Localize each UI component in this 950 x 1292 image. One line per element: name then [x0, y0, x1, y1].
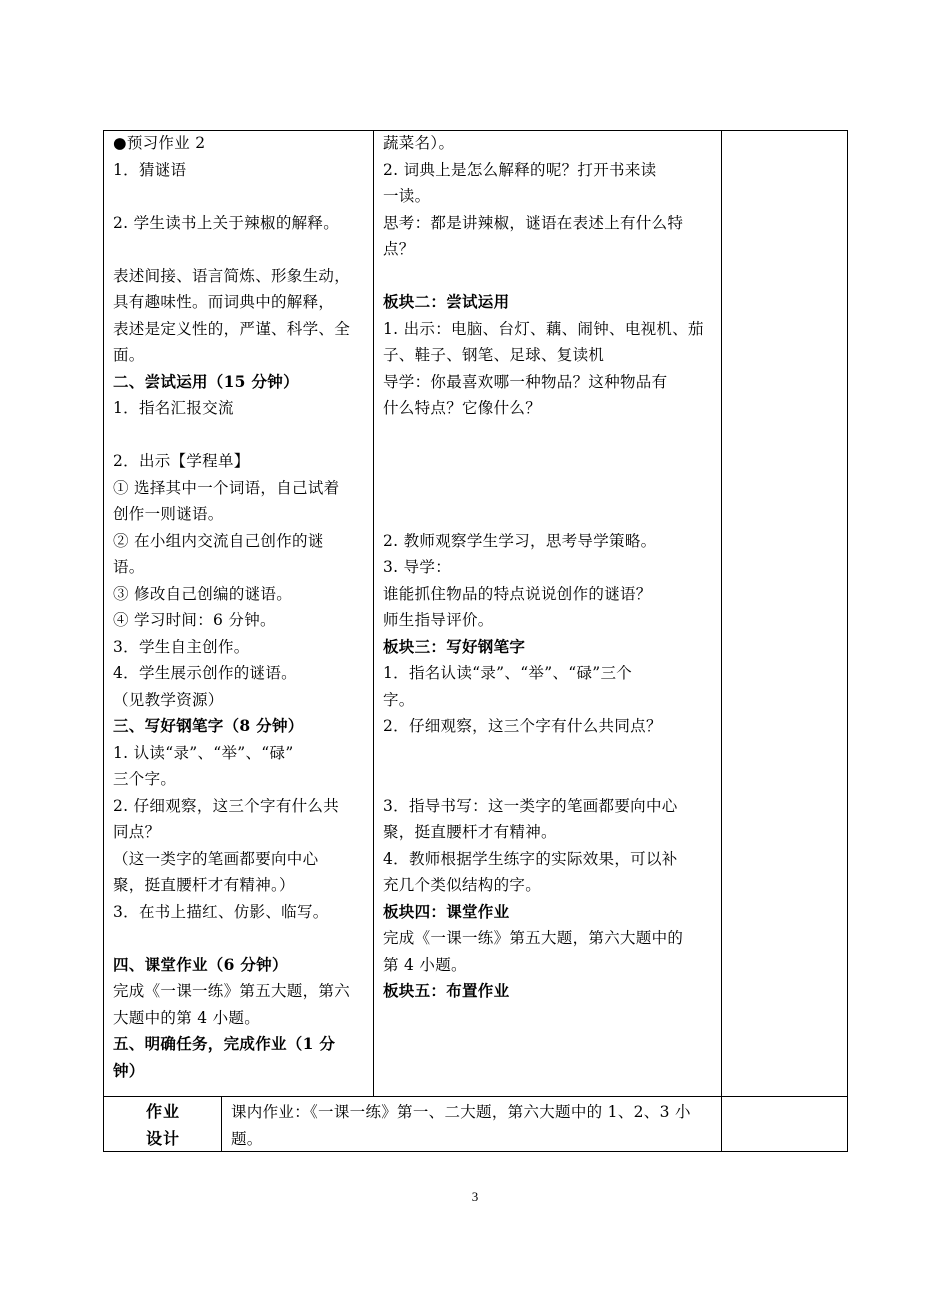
text-line: 具有趣味性。而词典中的解释， — [113, 293, 335, 311]
text-line — [383, 422, 719, 449]
text-line — [113, 236, 371, 263]
text-line — [383, 263, 719, 290]
text-line: 表述间接、语言简炼、形象生动， — [113, 266, 351, 285]
text-line: 导学：你最喜欢哪一种物品？这种物品有 — [383, 372, 668, 391]
text-line: 充几个类似结构的字。 — [383, 876, 542, 894]
text-line — [113, 925, 371, 952]
text-line: 1. 认读“录”、“举”、“碌” — [113, 743, 294, 762]
text-line — [383, 501, 719, 528]
text-line: 聚，挺直腰杆才有精神。） — [113, 876, 295, 894]
text-line: 大题中的第 4 小题。 — [113, 1008, 261, 1027]
page-number: 3 — [471, 1189, 479, 1204]
text-line — [383, 740, 719, 767]
text-line: 1．指名认读“录”、“举”、“碌”三个 — [383, 664, 633, 682]
text-line: 师生指导评价。 — [383, 611, 494, 629]
column-divider — [721, 130, 722, 1152]
text-line: 面。 — [113, 346, 145, 364]
text-line: 三个字。 — [113, 770, 177, 788]
text-line: 创作一则谜语。 — [113, 505, 224, 523]
row-divider — [103, 1096, 848, 1097]
text-line: 2. 仔细观察，这三个字有什么共 — [113, 796, 340, 815]
text-line: 3. 导学： — [383, 558, 452, 576]
text-line: 1．指名汇报交流 — [113, 399, 234, 417]
section-heading: 板块三：写好钢笔字 — [383, 636, 526, 656]
text-line — [113, 183, 371, 210]
text-line: ③ 修改自己创编的谜语。 — [113, 584, 293, 603]
text-line: 2．仔细观察，这三个字有什么共同点？ — [383, 717, 662, 735]
text-line — [383, 448, 719, 475]
text-line: 点？ — [383, 240, 415, 258]
text-line: 2. 学生读书上关于辣椒的解释。 — [113, 213, 340, 232]
text-line — [113, 422, 371, 449]
text-line: ●预习作业 2 — [113, 134, 206, 152]
column-divider — [221, 1096, 222, 1152]
text-line: 3．学生自主创作。 — [113, 637, 250, 656]
column-divider — [373, 130, 374, 1096]
text-line: 字。 — [383, 690, 415, 709]
text-line: 1. 出示：电脑、台灯、藕、闹钟、电视机、茄 — [383, 319, 704, 338]
text-line: 完成《一课一练》第五大题，第六 — [113, 982, 351, 1000]
section-heading: 四、课堂作业（6 分钟） — [113, 954, 288, 974]
section-heading: 二、尝试运用（15 分钟） — [113, 371, 299, 391]
text-line: 同点？ — [113, 823, 161, 841]
text-line: 4．学生展示创作的谜语。 — [113, 664, 297, 682]
text-line: 思考：都是讲辣椒，谜语在表述上有什么特 — [383, 213, 684, 232]
section-heading: 钟） — [113, 1060, 145, 1080]
section-heading: 三、写好钢笔字（8 分钟） — [113, 716, 304, 735]
text-line — [383, 475, 719, 502]
text-line: 完成《一课一练》第五大题，第六大题中的 — [383, 929, 684, 947]
text-line: 2. 教师观察学生学习，思考导学策略。 — [383, 531, 657, 550]
section-heading: 板块二：尝试运用 — [383, 292, 510, 311]
text-line: （这一类字的笔画都要向中心 — [113, 849, 319, 868]
text-line: 谁能抓住物品的特点说说创作的谜语？ — [383, 584, 652, 603]
text-line: ② 在小组内交流自己创作的谜 — [113, 531, 324, 550]
text-line: 蔬菜名）。 — [383, 134, 455, 152]
student-activity-column — [113, 130, 371, 1084]
text-line: 3．在书上描红、仿影、临写。 — [113, 902, 329, 921]
section-heading: 五、明确任务，完成作业（1 分 — [113, 1034, 336, 1053]
text-line: 3．指导书写：这一类字的笔画都要向中心 — [383, 796, 678, 815]
teacher-guidance-column — [383, 130, 719, 1005]
text-line: 一读。 — [383, 187, 431, 205]
text-line: 4．教师根据学生练字的实际效果，可以补 — [383, 849, 678, 868]
text-line: 2. 词典上是怎么解释的呢？打开书来读 — [383, 160, 657, 179]
text-line: 子、鞋子、钢笔、足球、复读机 — [383, 346, 605, 364]
text-line: 语。 — [113, 558, 145, 576]
homework-label: 作业 设计 — [145, 1102, 180, 1148]
text-line: 表述是定义性的，严谨、科学、全 — [113, 319, 351, 338]
text-line: 什么特点？它像什么？ — [383, 399, 542, 417]
text-line: 第 4 小题。 — [383, 955, 467, 974]
homework-design-text: 课内作业：《一课一练》第一、二大题，第六大题中的 1、2、3 小 题。 — [231, 1103, 691, 1148]
section-heading: 板块五：布置作业 — [383, 981, 510, 1000]
text-line: ④ 学习时间：6 分钟。 — [113, 611, 276, 629]
text-line: ① 选择其中一个词语，自己试着 — [113, 478, 340, 497]
section-heading: 板块四：课堂作业 — [383, 901, 510, 921]
text-line: 聚，挺直腰杆才有精神。 — [383, 823, 557, 841]
text-line: 2．出示【学程单】 — [113, 452, 250, 470]
text-line: （见教学资源） — [113, 690, 224, 709]
text-line: 1．猜谜语 — [113, 160, 187, 179]
text-line — [383, 766, 719, 793]
